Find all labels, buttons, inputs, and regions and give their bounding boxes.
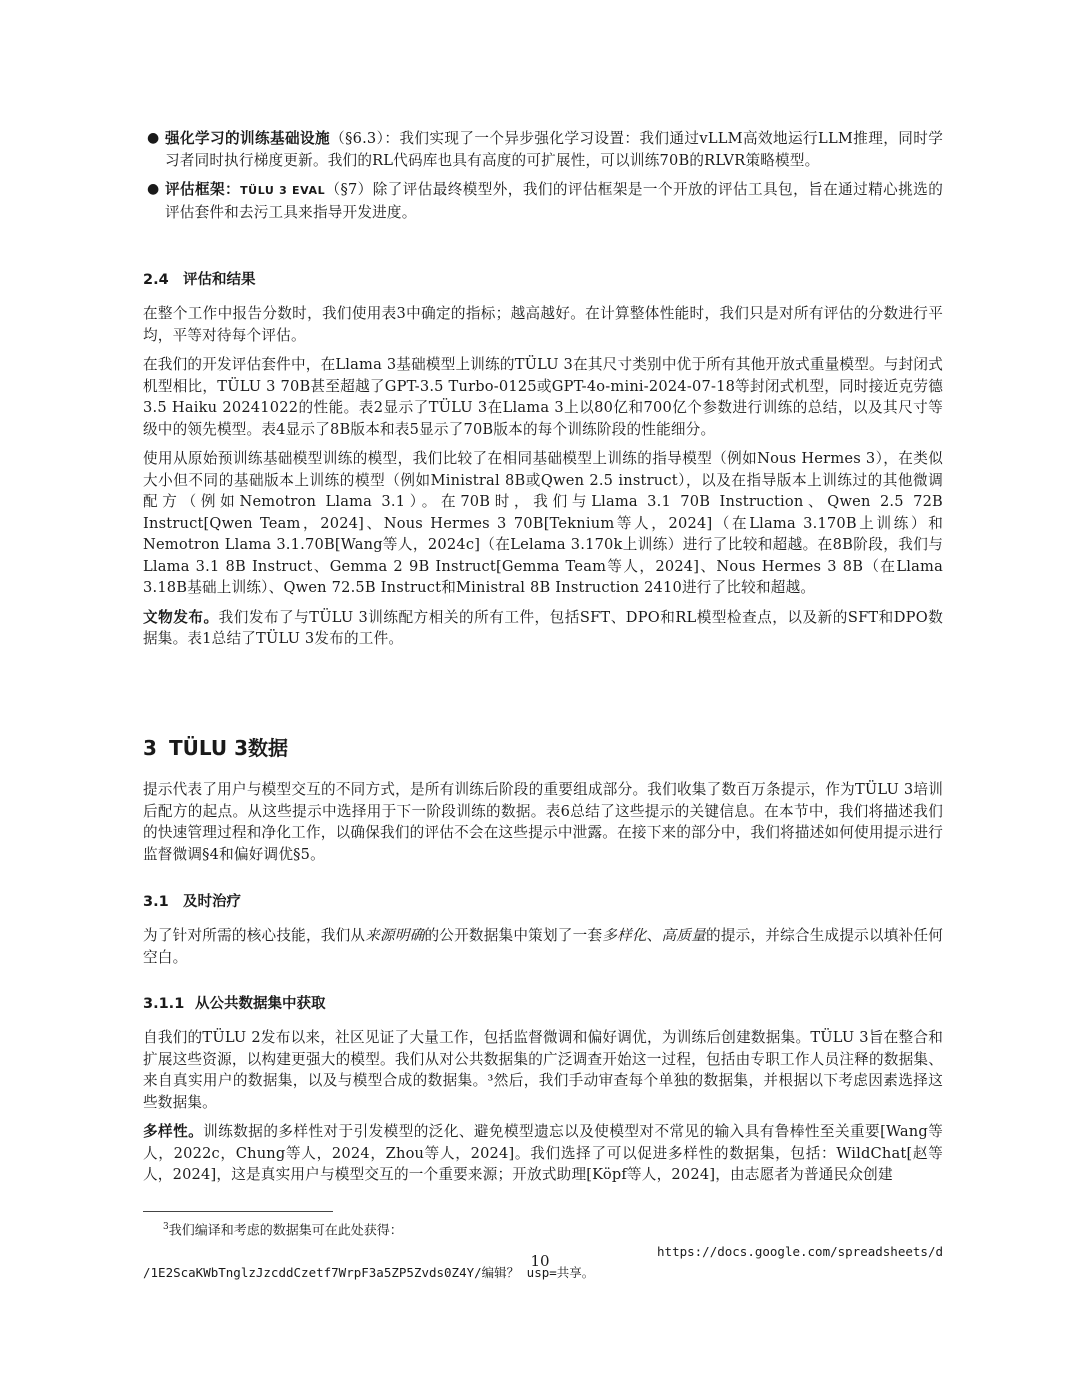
paragraph: 在我们的开发评估套件中，在Llama 3基础模型上训练的TÜLU 3在其尺寸类别中优于所有其他开放式重量模型。与封闭式机型相比，TÜLU 3 70B甚至超越了GPT-3.5 Turbo-0125或GPT-4o-mini-2024-07-18等封闭式机型，同时接近克劳德3.5 Haiku 20241022的性能。表2显示了TÜLU 3在Llama 3上以80亿和700亿个参数进行训练的总结，以及其尺寸等级中的领先模型。表4显示了8B版本和表5显示了70B版本的每个训练阶段的性能细分。 xyxy=(143,356,943,438)
paragraph-text: 我们发布了与TÜLU 3训练配方相关的所有工件，包括SFT、DPO和RL模型检查点，以及新的SFT和DPO数据集。表1总结了TÜLU 3发布的工件。 xyxy=(143,608,943,647)
bullet-item-rl-infra xyxy=(143,128,943,171)
section-number: 3.1.1 xyxy=(143,996,185,1012)
chapter-heading xyxy=(143,732,943,761)
paragraph-head: 多样性。 xyxy=(143,1123,204,1140)
bullet-text: 除了评估最终模型外，我们的评估框架是一个开放的评估工具包，旨在通过精心挑选的评估套件和去污工具来指导开发进度。 xyxy=(165,181,943,221)
paragraph-text: 训练数据的多样性对于引发模型的泛化、避免模型遗忘以及使模型对不常见的输入具有鲁棒性至关重要[Wang等人，2022c，Chung等人，2024，Zhou等人，2024]。我们选择了可以促进多样性的数据集，包括：WildChat[赵等人，2024]，这是真实用户与模型交互的一个重要来源；开放式助理[Köpf等人，2024]，由志愿者为普通民众创建 xyxy=(143,1123,943,1183)
section-ref: （§7） xyxy=(325,181,373,198)
section-number: 2.4 xyxy=(143,272,169,288)
footnote-rule xyxy=(143,1211,333,1212)
bullet-dot-icon: ● xyxy=(147,181,160,197)
section-title: 及时治疗 xyxy=(183,894,241,910)
section-title: 从公共数据集中获取 xyxy=(195,996,326,1012)
bullet-head: 评估框架： xyxy=(165,181,241,198)
bullet-head: 强化学习的训练基础设施 xyxy=(165,130,331,147)
bullet-list xyxy=(143,128,943,223)
text-run: 、 xyxy=(646,927,662,944)
section-number: 3 xyxy=(143,736,157,760)
system-name: TÜLU 3 EVAL xyxy=(240,184,326,197)
paragraph-head: 文物发布。 xyxy=(143,608,219,626)
section-3 xyxy=(143,732,943,865)
section-3-1-1 xyxy=(143,992,943,1186)
paragraph: 使用从原始预训练基础模型训练的模型，我们比较了在相同基础模型上训练的指导模型（例如Nous Hermes 3），在类似大小但不同的基础版本上训练的模型（例如Ministral 8B或Qwen 2.5 instruct），以及在指导版本上训练过的其他微调配方（例如Nemotron Llama 3.1）。在70B时，我们与Llama 3.1 70B Instruction、Qwen 2.5 72B Instruct[Qwen Team，2024]、Nous Hermes 3 70B[Teknium等人，2024]（在Llama 3.170B上训练）和Nemotron Llama 3.1.70B[Wang等人，2024c]（在Lelama 3.170k上训练）进行了比较和超越。在8B阶段，我们与Llama 3.1 8B Instruct、Gemma 2 9B Instruct[Gemma Team等人，2024]、Nous Hermes 3 8B（在Llama 3.18B基础上训练）、Qwen 72.5B Instruct和Ministral 8B Instruction 2410进行了比较和超越。 xyxy=(143,450,943,596)
paragraph-artifacts xyxy=(143,607,943,650)
footnote-mark: 3 xyxy=(163,1222,169,1232)
bullet-dot-icon: ● xyxy=(147,130,160,146)
paragraph xyxy=(143,925,943,968)
section-3-1 xyxy=(143,890,943,968)
footnote-url-line-1[interactable]: https://docs.google.com/spreadsheets/d xyxy=(657,1244,943,1260)
section-ref: （§6.3） xyxy=(330,130,385,147)
section-2-4 xyxy=(143,268,943,650)
page-number: 10 xyxy=(530,1252,550,1270)
bullet-text: ：我们实现了一个异步强化学习设置：我们通过vLLM高效地运行LLM推理，同时学习者同时执行梯度更新。我们的RL代码库也具有高度的可扩展性，可以训练70B的RLVR策略模型。 xyxy=(165,130,944,169)
footnote-text: 我们编译和考虑的数据集可在此处获得： xyxy=(168,1223,403,1239)
bullet-item-eval xyxy=(143,179,943,223)
footnote xyxy=(143,1217,943,1283)
section-heading xyxy=(143,890,943,911)
text-run: 的公开数据集中策划了一套 xyxy=(424,927,603,944)
footnote-url-line-2[interactable]: /1E2ScaKWbTnglzJzcddCzetf7WrpF3a5ZP5Zvds0Z4Y/编辑？ usp=共享。 xyxy=(143,1265,595,1281)
subsection-heading xyxy=(143,992,943,1013)
paragraph: 在整个工作中报告分数时，我们使用表3中确定的指标；越高越好。在计算整体性能时，我们只是对所有评估的分数进行平均，平等对待每个评估。 xyxy=(143,305,943,344)
paragraph-diversity xyxy=(143,1121,943,1186)
section-title: 评估和结果 xyxy=(183,272,256,288)
paragraph: 自我们的TÜLU 2发布以来，社区见证了大量工作，包括监督微调和偏好调优，为训练后创建数据集。TÜLU 3旨在整合和扩展这些资源，以构建更强大的模型。我们从对公共数据集的广泛调查开始这一过程，包括由专职工作人员注释的数据集、来自真实用户的数据集，以及与模型合成的数据集。³然后，我们手动审查每个单独的数据集，并根据以下考虑因素选择这些数据集。 xyxy=(143,1029,943,1111)
emphasis: 多样化 xyxy=(602,927,647,944)
section-title: TÜLU 3数据 xyxy=(169,736,289,760)
text-run: 为了针对所需的核心技能，我们从 xyxy=(143,927,366,944)
paragraph: 提示代表了用户与模型交互的不同方式，是所有训练后阶段的重要组成部分。我们收集了数百万条提示，作为TÜLU 3培训后配方的起点。从这些提示中选择用于下一阶段训练的数据。表6总结了这些提示的关键信息。在本节中，我们将描述我们的快速管理过程和净化工作，以确保我们的评估不会在这些提示中泄露。在接下来的部分中，我们将描述如何使用提示进行监督微调§4和偏好调优§5。 xyxy=(143,781,943,863)
section-number: 3.1 xyxy=(143,894,169,910)
emphasis: 高质量 xyxy=(661,927,706,944)
footnote-text-line xyxy=(143,1217,943,1241)
emphasis: 来源明确 xyxy=(365,927,425,944)
section-heading xyxy=(143,268,943,289)
text-run: 的提示，并综合生成提示以填补任何空白。 xyxy=(143,927,944,966)
